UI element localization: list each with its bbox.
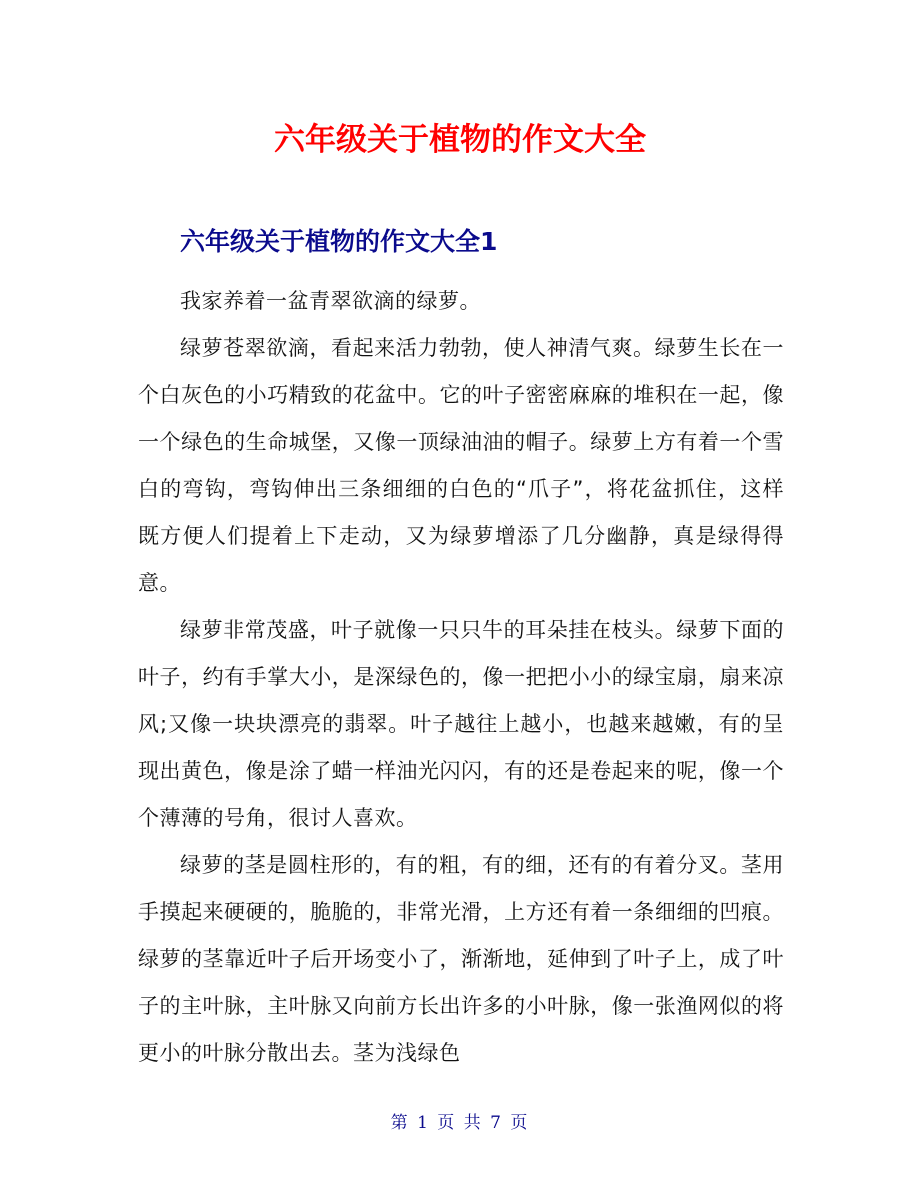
paragraph: 绿萝苍翠欲滴，看起来活力勃勃，使人神清气爽。绿萝生长在一个白灰色的小巧精致的花盆中。它的叶子密密麻麻的堆积在一起，像一个绿色的生命城堡，又像一顶绿油油的帽子。绿萝上方有着一个雪白的弯钩，弯钩伸出三条细细的白色的“爪子”，将花盆抓住，这样既方便人们提着上下走动，又为绿萝增添了几分幽静，真是绿得得意。 bbox=[138, 336, 784, 595]
paragraph: 绿萝的茎是圆柱形的，有的粗，有的细，还有的有着分叉。茎用手摸起来硬硬的，脆脆的，非常光滑，上方还有着一条细细的凹痕。绿萝的茎靠近叶子后开场变小了，渐渐地，延伸到了叶子上，成了叶子的主叶脉，主叶脉又向前方长出许多的小叶脉，像一张渔网似的将更小的叶脉分散出去。茎为浅绿色 bbox=[138, 853, 784, 1065]
paragraph: 绿萝非常茂盛，叶子就像一只只牛的耳朵挂在枝头。绿萝下面的叶子，约有手掌大小，是深绿色的，像一把把小小的绿宝扇，扇来凉风;又像一块块漂亮的翡翠。叶子越往上越小，也越来越嫩，有的呈现出黄色，像是涂了蜡一样油光闪闪，有的还是卷起来的呢，像一个个薄薄的号角，很讨人喜欢。 bbox=[138, 618, 784, 830]
document-title: 六年级关于植物的作文大全 bbox=[274, 122, 646, 158]
section-heading: 六年级关于植物的作文大全1 bbox=[180, 227, 498, 256]
essay-body bbox=[138, 278, 784, 1077]
page-number-footer: 第 1 页 共 7 页 bbox=[390, 1113, 530, 1133]
paragraph: 我家养着一盆青翠欲滴的绿萝。 bbox=[180, 289, 481, 313]
